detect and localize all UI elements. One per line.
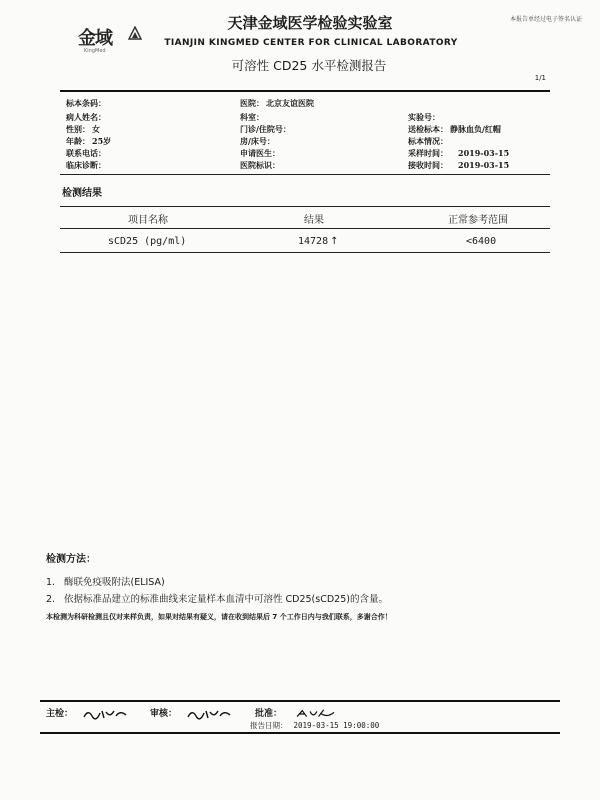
lab-name-cn: 天津金域医学检验实验室 <box>227 14 393 32</box>
phone-field: 联系电话： <box>66 148 106 158</box>
page-number: 1/1 <box>534 74 546 82</box>
table-top-rule <box>60 206 550 207</box>
doctor-field: 申请医生： <box>240 148 280 158</box>
inspector-signature: 主检： <box>46 706 128 720</box>
department-field: 科室： <box>240 112 264 122</box>
gender-field: 性别： 女 <box>66 124 100 134</box>
inspector-signature-icon <box>82 708 128 720</box>
age-field: 年龄： 25岁 <box>66 136 112 146</box>
report-date: 报告日期： 2019-03-15 19:00:00 <box>250 721 380 730</box>
result-reference-range: <6400 <box>466 236 497 247</box>
collect-time-field: 采样时间： 2019-03-15 <box>408 148 510 158</box>
table-bottom-rule <box>60 252 550 253</box>
sample-type-field: 送检标本： 静脉血负/红帽 <box>408 124 501 134</box>
diagnosis-field: 临床诊断： <box>66 160 106 170</box>
col-header-item: 项目名称 <box>128 215 168 226</box>
report-title: 可溶性 CD25 水平检测报告 <box>231 58 387 73</box>
logo-text: 金域 <box>78 28 112 49</box>
logo-subtext: KingMed <box>84 48 106 54</box>
high-flag-icon: ↑ <box>330 236 339 247</box>
header-divider <box>60 90 550 92</box>
e-signature-note: 本报告单经过电子签名认证 <box>509 16 582 23</box>
results-section-title: 检测结果 <box>62 188 102 199</box>
receive-time-field: 接收时间： 2019-03-15 <box>408 160 510 170</box>
disclaimer-text: 本检测为科研检测且仅对来样负责，如果对结果有疑义，请在收到结果后 7 个工作日内与我们联系，多谢合作！ <box>46 613 392 621</box>
signature-top-rule <box>40 700 560 702</box>
hospital-field: 医院： 北京友谊医院 <box>240 98 314 108</box>
result-value: 14728 ↑ <box>298 236 339 247</box>
col-header-range: 正常参考范围 <box>448 215 508 226</box>
result-item-name: sCD25 (pg/ml) <box>108 236 187 247</box>
clinic-no-field: 门诊/住院号： <box>240 124 291 134</box>
lab-no-field: 实验号： <box>408 112 440 122</box>
method-title: 检测方法： <box>46 554 96 565</box>
specimen-no-field: 标本条码： <box>66 98 106 108</box>
reviewer-signature: 审核： <box>150 706 232 720</box>
bed-no-field: 房/床号： <box>240 136 275 146</box>
hospital-id-field: 医院标识： <box>240 160 280 170</box>
sample-status-field: 标本情况： <box>408 136 448 146</box>
info-divider <box>60 174 550 175</box>
signature-bottom-rule <box>40 732 560 734</box>
reviewer-signature-icon <box>186 708 232 720</box>
col-header-result: 结果 <box>304 215 324 226</box>
lab-name-en: TIANJIN KINGMED CENTER FOR CLINICAL LABORATORY <box>164 38 458 48</box>
method-item-2: 2. 依据标准品建立的标准曲线来定量样本血清中可溶性 CD25(sCD25)的含量。 <box>46 594 388 605</box>
approver-signature: 批准： <box>255 706 341 720</box>
method-item-1: 1. 酶联免疫吸附法(ELISA) <box>46 577 165 588</box>
approver-signature-icon <box>291 708 341 720</box>
patient-name-field: 病人姓名： <box>66 112 106 122</box>
table-header-rule <box>60 228 550 229</box>
